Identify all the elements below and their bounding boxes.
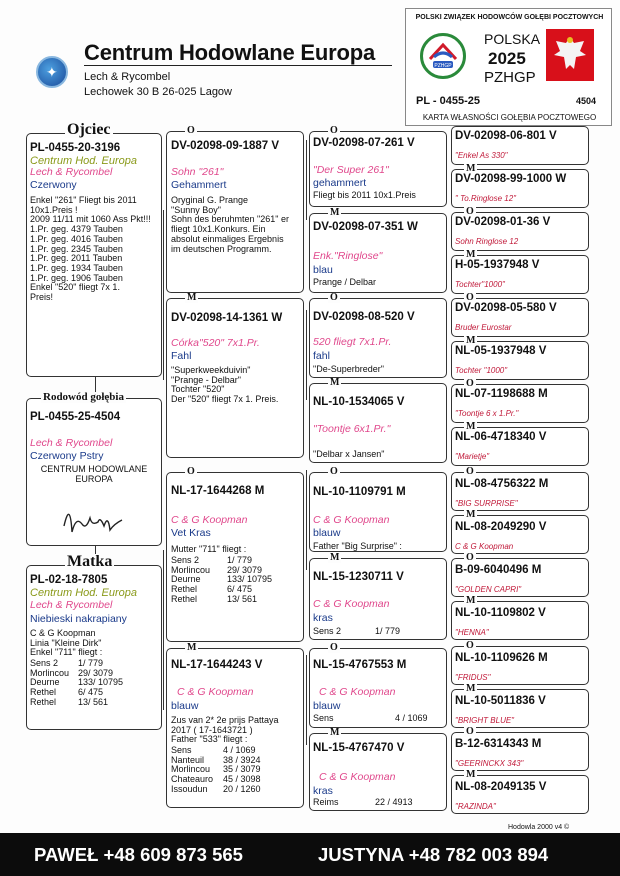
ownership-card xyxy=(405,8,612,126)
g4-box: M NL-05-1937948 V Tochter "1000" xyxy=(451,341,589,380)
father-ring: PL-0455-20-3196 xyxy=(30,142,121,154)
contact-justyna: JUSTYNA +48 782 003 894 xyxy=(318,844,549,865)
g3-box: O NL-15-4767553 M C & G Koopman blauw Sens 4 / 1069 xyxy=(309,648,447,728)
g4-box: DV-02098-06-801 V "Enkel As 330" xyxy=(451,126,589,165)
pigeon-ring: PL-0455-25-4504 xyxy=(30,411,121,423)
mother-breeder: Lech & Rycombel xyxy=(30,599,113,611)
ff-name: Sohn "261" xyxy=(171,166,224,178)
father-color: Czerwony xyxy=(30,179,77,191)
father-notes: Enkel "261" Fliegt bis 2011 10x1.Preis ! 2009 11/11 mit 1060 Ass Pkt!!! 1.Pr. geg. 4379 Tauben 1.Pr. geg. 4016 Tauben 1.Pr. geg. 2345 Tauben 1.Pr. geg. 2011 Tauben 1.Pr. geg. 1934 Tauben 1.Pr. geg. 1906 Tauben Enkel "520" fliegt 7x 1. Preis! xyxy=(30,195,151,303)
pzhgp-emblem xyxy=(420,33,466,79)
father-breeder: Lech & Rycombel xyxy=(30,166,113,178)
ff-color: Gehammert xyxy=(171,179,227,191)
card-ring: PL - 0455-25 xyxy=(416,95,481,107)
pigeon-owner: CENTRUM HODOWLANE EUROPA xyxy=(40,464,148,484)
club-logo xyxy=(36,56,68,88)
g4-box: M NL-08-2049290 V C & G Koopman xyxy=(451,515,589,554)
g4-box: M H-05-1937948 V Tochter"1000" xyxy=(451,255,589,294)
g3-box: M NL-15-1230711 V C & G Koopman kras Sens 2 1/ 779 xyxy=(309,558,447,640)
fm-name: Córka"520" 7x1.Pr. xyxy=(171,337,260,349)
mother-ring: PL-02-18-7805 xyxy=(30,574,108,586)
g3-box: O NL-10-1109791 M C & G Koopman blauw Father "Big Surprise" : xyxy=(309,472,447,552)
g3-box: M NL-15-4767470 V C & G Koopman kras Reims 22 / 4913 xyxy=(309,733,447,811)
fm-notes: "Superkweekduivin" "Prange - Delbar" Tochter "520" Der "520" fliegt 7x 1. Preis. xyxy=(171,365,279,405)
g4-box: M NL-10-1109802 V "HENNA" xyxy=(451,601,589,640)
connector xyxy=(163,210,164,380)
mother-results: Sens 2 1/ 779 Morlincou 29/ 3079 Deurne 133/ 10795 Rethel 6/ 475 Rethel 13/ 561 xyxy=(30,658,124,707)
mm-notes: Zus van 2* 2e prijs Pattaya 2017 ( 17-1643721 ) Father "533" fliegt : xyxy=(171,715,279,745)
connector xyxy=(306,310,307,400)
connector xyxy=(306,655,307,745)
mf-results: Sens 2 1/ 779 Morlincou 29/ 3079 Deurne 133/ 10795 Rethel 6/ 475 Rethel 13/ 561 xyxy=(171,555,273,604)
polish-eagle-emblem xyxy=(546,29,594,81)
card-org: PZHGP xyxy=(484,69,536,86)
card-country: POLSKA xyxy=(484,31,541,47)
bird-icon: ✦ xyxy=(46,64,58,80)
contact-footer xyxy=(0,833,620,876)
ff-notes: Oryginal G. Prange "Sunny Boy" Sohn des beruhmten "261" er fliegt 10x1.Konkurs. Ein absolut einmaliges Ergebnis im deutschen Programm. xyxy=(171,195,289,254)
g4-box: O DV-02098-01-36 V Sohn Ringlose 12 xyxy=(451,212,589,251)
pigeon-color: Czerwony Pstry xyxy=(30,450,104,462)
father-section-label: Ojciec xyxy=(67,121,111,138)
owner-name: Lech & Rycombel xyxy=(84,71,171,83)
mother-owner: Centrum Hod. Europa xyxy=(30,587,137,599)
g4-box: O B-09-6040496 M "GOLDEN CAPRI" xyxy=(451,558,589,597)
ff-ring: DV-02098-09-1887 V xyxy=(171,140,280,152)
connector xyxy=(306,470,307,570)
mm-name: C & G Koopman xyxy=(177,686,254,698)
g4-box: O NL-08-4756322 M "BIG SURPRISE" xyxy=(451,472,589,511)
title-underline xyxy=(84,65,392,66)
pigeon-breeder: Lech & Rycombel xyxy=(30,437,113,449)
g4-box: M NL-06-4718340 V "Marietje" xyxy=(451,427,589,466)
pigeon-section-label: Rodowód gołębia xyxy=(43,391,124,403)
g4-box: O B-12-6314343 M "GEERINCKX 343" xyxy=(451,732,589,771)
mf-name: C & G Koopman xyxy=(171,514,248,526)
father-mother-box: M DV-02098-14-1361 W Córka"520" 7x1.Pr. Fahl "Superkweekduivin" "Prange - Delbar" Tochter "520" Der "520" fliegt 7x 1. Preis. xyxy=(166,298,304,458)
g4-box: O NL-07-1198688 M "Toontje 6 x 1.Pr." xyxy=(451,384,589,423)
page-title: Centrum Hodowlane Europa xyxy=(84,40,375,65)
father-owner: Centrum Hod. Europa xyxy=(30,155,137,167)
g4-box: O NL-10-1109626 M "FRIDUS" xyxy=(451,646,589,685)
mf-ring: NL-17-1644268 M xyxy=(171,485,265,497)
father-father-box: O DV-02098-09-1887 V Sohn "261" Gehammert Oryginal G. Prange "Sunny Boy" Sohn des beruhmten "261" er fliegt 10x1.Konkurs. Ein absolut einmaliges Ergebnis im deutschen Programm. xyxy=(166,131,304,293)
mother-father-box: O NL-17-1644268 M C & G Koopman Vet Kras Mutter "711" fliegt : Sens 2 1/ 779 Morlincou 29/ 3079 Deurne 133/ 10795 Rethel 6/ 475 Rethel 13/ 561 xyxy=(166,472,304,642)
svg-text:PZHGP: PZHGP xyxy=(434,63,452,69)
g4-box: M DV-02098-99-1000 W " To.Ringlose 12" xyxy=(451,169,589,208)
mm-ring: NL-17-1644243 V xyxy=(171,659,263,671)
mother-notes: C & G Koopman Linia "Kleine Dirk" Enkel "711" fliegt : xyxy=(30,628,103,658)
signature xyxy=(60,496,130,540)
mf-notes: Mutter "711" fliegt : xyxy=(171,544,247,554)
mother-box xyxy=(26,553,162,730)
g4-box: O DV-02098-05-580 V Bruder Eurostar xyxy=(451,298,589,337)
card-year: 2025 xyxy=(488,49,526,68)
mm-color: blauw xyxy=(171,700,199,712)
fm-color: Fahl xyxy=(171,350,192,362)
g4-box: M NL-08-2049135 V "RAZINDA" xyxy=(451,775,589,814)
fm-ring: DV-02098-14-1361 W xyxy=(171,312,283,324)
owner-address: Lechowek 30 B 26-025 Lagow xyxy=(84,86,232,98)
connector xyxy=(163,550,164,710)
mm-results: Sens 4 / 1069 Nanteuil 38 / 3924 Morlincou 35 / 3079 Chateauro 45 / 3098 Issoudun 20 / 1260 xyxy=(171,745,261,794)
mf-color: Vet Kras xyxy=(171,527,211,539)
card-number: 4504 xyxy=(576,96,597,106)
contact-pawel: PAWEŁ +48 609 873 565 xyxy=(34,844,243,865)
father-box xyxy=(26,121,162,377)
association-name: POLSKI ZWIĄZEK HODOWCÓW GOŁĘBI POCZTOWYCH xyxy=(415,14,604,21)
g3-box: M NL-10-1534065 V "Toontje 6x1.Pr." "Delbar x Jansen" xyxy=(309,383,447,463)
software-version: Hodowla 2000 v4 © xyxy=(508,824,570,831)
card-caption: KARTA WŁASNOŚCI GOŁĘBIA POCZTOWEGO xyxy=(422,113,597,122)
g3-box: M DV-02098-07-351 W Enk."Ringlose" blau Prange / Delbar xyxy=(309,213,447,293)
g4-box: M NL-10-5011836 V "BRIGHT BLUE" xyxy=(451,689,589,728)
mother-section-label: Matka xyxy=(67,553,113,570)
mother-color: Niebieski nakrapiany xyxy=(30,613,127,625)
g3-box: O DV-02098-08-520 V 520 fliegt 7x1.Pr. fahl "De-Superbreder" xyxy=(309,298,447,378)
g3-box: O DV-02098-07-261 V "Der Super 261" gehammert Fliegt bis 2011 10x1.Preis xyxy=(309,131,447,207)
mother-mother-box: M NL-17-1644243 V C & G Koopman blauw Zus van 2* 2e prijs Pattaya 2017 ( 17-1643721 ) Father "533" fliegt : Sens 4 / 1069 Nanteuil 38 / 3924 Morlincou 35 / 3079 Chateauro 45 / 3098 Issoudun 20 / 1260 xyxy=(166,648,304,808)
connector xyxy=(306,140,307,220)
